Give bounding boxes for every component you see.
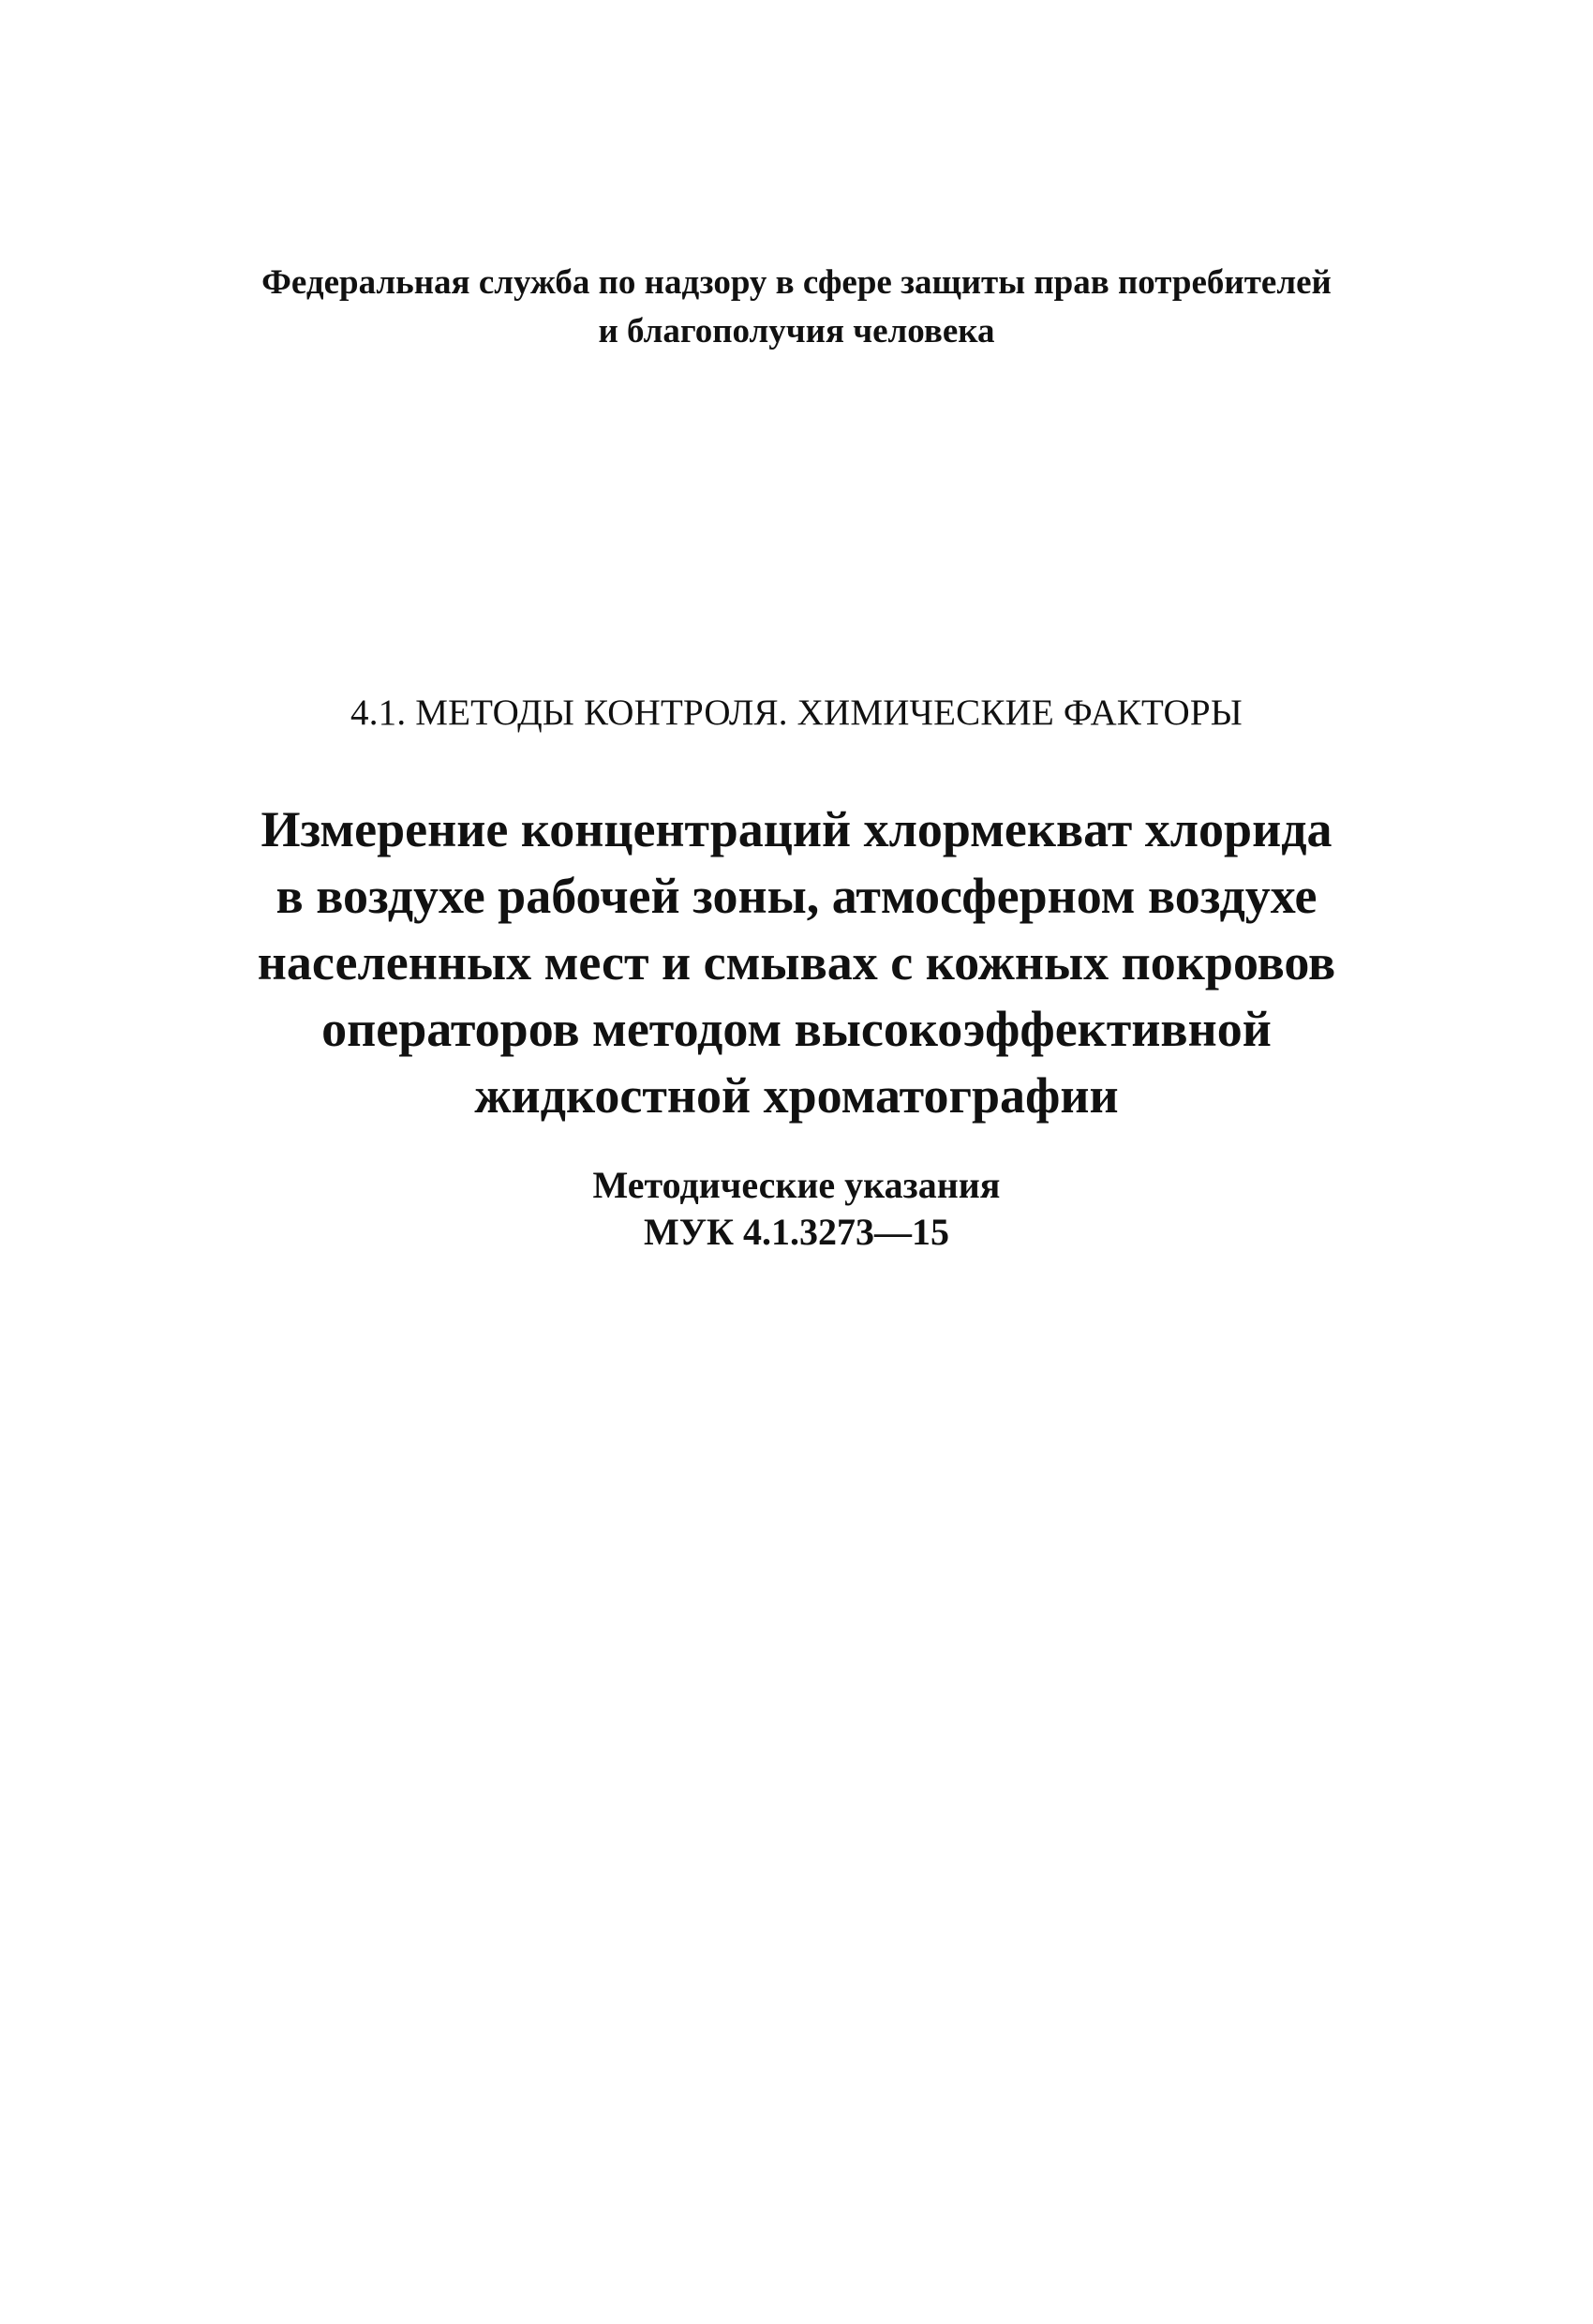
document-type: Методические указания	[592, 1164, 1001, 1206]
document-title-line-1: Измерение концентраций хлормекват хлорида	[261, 801, 1332, 857]
section-heading: 4.1. МЕТОДЫ КОНТРОЛЯ. ХИМИЧЕСКИЕ ФАКТОРЫ	[350, 693, 1243, 733]
agency-name-line-1: Федеральная служба по надзору в сфере защиты прав потребителей	[261, 263, 1332, 302]
agency-name-line-2: и благополучия человека	[598, 312, 995, 350]
document-code: МУК 4.1.3273—15	[643, 1211, 950, 1253]
document-title-line-3: населенных мест и смывах с кожных покровов	[257, 934, 1336, 991]
document-title-line-5: жидкостной хроматографии	[474, 1067, 1119, 1124]
document-title-line-4: операторов методом высокоэффективной	[321, 1001, 1272, 1057]
document-title-line-2: в воздухе рабочей зоны, атмосферном воздухе	[275, 868, 1318, 924]
